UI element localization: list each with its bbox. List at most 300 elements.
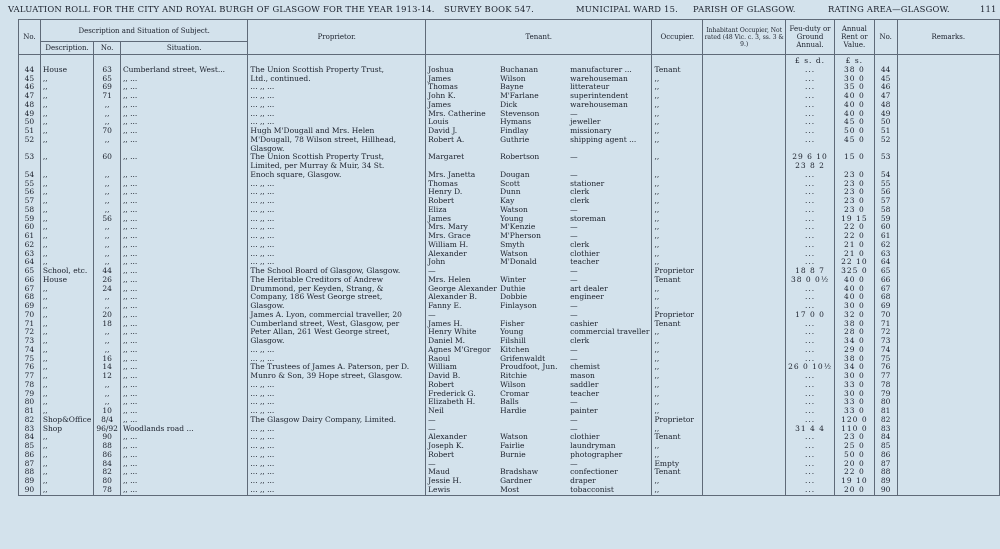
row-inhabitant [703,407,786,416]
row-description: ,, [40,285,93,294]
tenant-last: Smyth [500,240,525,249]
row-feuduty: ... [786,398,835,407]
row-situation: ,, ... [120,171,247,180]
table-row [19,258,1000,267]
row-tenant [426,293,652,302]
row-description: House [40,276,93,285]
row-inhabitant [703,433,786,442]
tenant-last: Buchanan [500,65,539,74]
row-proprietor: ... ,, ... [248,206,426,215]
row-remarks [897,320,999,329]
row-rent: 25 0 [834,442,874,451]
row-number: 63 [94,66,121,75]
row-no: 48 [19,101,41,110]
row-no2: 53 [874,153,897,162]
table-row [19,355,1000,364]
row-situation: ,, ... [120,468,247,477]
row-occupier: Proprietor [652,416,703,425]
row-remarks [897,188,999,197]
row-number: ,, [94,206,121,215]
row-inhabitant [703,258,786,267]
table-row [19,477,1000,486]
row-description: House [40,66,93,75]
row-occupier: ,, [652,451,703,460]
tenant-occupation: — [570,345,578,354]
row-number: 18 [94,320,121,329]
row-number: ,, [94,197,121,206]
row-occupier: ,, [652,337,703,346]
table-row [19,468,1000,477]
row-inhabitant [703,145,786,154]
row-no2: 86 [874,451,897,460]
row-occupier: ,, [652,355,703,364]
row-description [40,162,93,171]
table-row [19,390,1000,399]
tenant-occupation: warehouseman [570,74,628,83]
row-description: ,, [40,206,93,215]
row-feuduty: ... [786,416,835,425]
row-description: ,, [40,171,93,180]
row-no: 44 [19,66,41,75]
tenant-occupation: clothier [570,433,600,442]
row-situation: ,, ... [120,136,247,145]
row-occupier: Tenant [652,433,703,442]
table-row [19,101,1000,110]
table-row [19,276,1000,285]
row-situation: ,, ... [120,346,247,355]
row-occupier: ,, [652,223,703,232]
tenant-occupation: storeman [570,214,606,223]
row-remarks [897,171,999,180]
row-feuduty: ... [786,197,835,206]
row-situation [120,162,247,171]
row-feuduty: ... [786,486,835,495]
row-tenant [426,258,652,267]
row-feuduty: ... [786,127,835,136]
row-inhabitant [703,486,786,495]
table-row [19,171,1000,180]
row-no2: 75 [874,355,897,364]
row-occupier: ,, [652,372,703,381]
tenant-first: John K. [428,92,456,100]
row-no2: 54 [874,171,897,180]
row-remarks [897,223,999,232]
col-occupier: Occupier. [652,20,703,55]
row-no2: 57 [874,197,897,206]
row-feuduty: ... [786,337,835,346]
row-description: ,, [40,188,93,197]
row-no: 67 [19,285,41,294]
row-no: 83 [19,425,41,434]
row-remarks [897,425,999,434]
tenant-first: Henry White [428,328,477,337]
table-row [19,66,1000,75]
row-number: ,, [94,250,121,259]
row-feuduty: 31 4 4 [786,425,835,434]
tenant-last: Kitchen [500,345,530,354]
tenant-first: Alexander [428,249,467,258]
row-rent: 50 0 [834,127,874,136]
row-feuduty: ... [786,258,835,267]
row-feuduty: ... [786,250,835,259]
row-proprietor: ... ,, ... [248,355,426,364]
row-proprietor: The Union Scottish Property Trust, [248,153,426,162]
row-number: ,, [94,171,121,180]
row-rent: 40 0 [834,110,874,119]
row-tenant [426,215,652,224]
row-description: ,, [40,83,93,92]
row-proprietor: M'Dougall, 78 Wilson street, Hillhead, [248,136,426,145]
row-occupier: ,, [652,363,703,372]
row-rent: 45 0 [834,136,874,145]
row-inhabitant [703,320,786,329]
tenant-last: M'Donald [500,258,537,267]
table-row [19,285,1000,294]
row-tenant [426,460,652,469]
row-inhabitant [703,398,786,407]
table-row [19,311,1000,320]
row-remarks [897,363,999,372]
row-proprietor: ... ,, ... [248,451,426,460]
tenant-last: Watson [500,205,528,214]
row-occupier: ,, [652,101,703,110]
row-occupier: Proprietor [652,311,703,320]
row-rent: 38 0 [834,320,874,329]
row-rent: 34 0 [834,363,874,372]
row-situation: ,, ... [120,206,247,215]
row-proprietor: Glasgow. [248,337,426,346]
row-remarks [897,381,999,390]
row-number: ,, [94,110,121,119]
row-description: ,, [40,153,93,162]
row-inhabitant [703,127,786,136]
row-description: ,, [40,337,93,346]
row-remarks [897,433,999,442]
row-situation: ,, ... [120,486,247,495]
row-rent: 38 0 [834,355,874,364]
row-number: ,, [94,223,121,232]
rent-units: £ s. [834,55,874,66]
row-inhabitant [703,477,786,486]
tenant-last: Wilson [500,74,526,83]
row-situation: ,, ... [120,276,247,285]
row-feuduty: ... [786,372,835,381]
parish: PARISH OF GLASGOW. [693,4,796,14]
row-tenant [426,241,652,250]
row-occupier: ,, [652,328,703,337]
tenant-first: Lewis [428,485,451,494]
row-description: ,, [40,136,93,145]
tenant-first: Alexander [428,433,467,442]
row-inhabitant [703,346,786,355]
tenant-first: Agnes M'Gregor [428,345,491,354]
row-remarks [897,162,999,171]
row-number [94,145,121,154]
row-number: 80 [94,477,121,486]
tenant-last: Guthrie [500,135,530,144]
row-tenant [426,162,652,171]
table-row [19,215,1000,224]
row-occupier: ,, [652,118,703,127]
row-proprietor: ... ,, ... [248,241,426,250]
row-remarks [897,293,999,302]
row-description: ,, [40,215,93,224]
row-situation: ,, ... [120,477,247,486]
row-situation: ,, ... [120,285,247,294]
row-rent: 33 0 [834,398,874,407]
row-tenant [426,337,652,346]
row-no2: 71 [874,320,897,329]
col-feuduty: Feu-duty or Ground Annual. [786,20,835,55]
row-remarks [897,66,999,75]
row-no: 45 [19,75,41,84]
tenant-first: — [428,267,436,275]
tenant-last: Filshill [500,337,526,345]
row-number: 8/4 [94,416,121,425]
table-row [19,451,1000,460]
row-no: 89 [19,477,41,486]
row-occupier: ,, [652,75,703,84]
row-proprietor: ... ,, ... [248,433,426,442]
row-no2: 50 [874,118,897,127]
row-feuduty: ... [786,442,835,451]
row-feuduty: ... [786,223,835,232]
row-situation: ,, ... [120,258,247,267]
row-remarks [897,486,999,495]
row-inhabitant [703,285,786,294]
row-proprietor: ... ,, ... [248,118,426,127]
row-proprietor: ... ,, ... [248,460,426,469]
row-number: 84 [94,460,121,469]
row-feuduty: ... [786,110,835,119]
row-no: 75 [19,355,41,364]
row-situation: ,, ... [120,188,247,197]
row-description: ,, [40,442,93,451]
row-rent: 110 0 [834,425,874,434]
row-situation: ,, ... [120,197,247,206]
row-rent: 28 0 [834,328,874,337]
tenant-first: William H. [428,240,469,249]
tenant-first: Robert [428,197,455,205]
col-proprietor: Proprietor. [248,20,426,55]
table-row [19,232,1000,241]
row-feuduty: ... [786,75,835,84]
row-proprietor: ... ,, ... [248,92,426,101]
table-row [19,293,1000,302]
row-inhabitant [703,136,786,145]
row-no2: 49 [874,110,897,119]
row-occupier: Tenant [652,320,703,329]
row-tenant [426,75,652,84]
row-occupier: ,, [652,425,703,434]
tenant-occupation: — [570,415,578,424]
row-remarks [897,372,999,381]
row-rent: 23 0 [834,206,874,215]
row-occupier: ,, [652,241,703,250]
row-description: ,, [40,328,93,337]
row-remarks [897,337,999,346]
tenant-last: Fisher [500,319,525,328]
row-description: Shop [40,425,93,434]
table-row [19,460,1000,469]
row-feuduty: 23 8 2 [786,162,835,171]
tenant-first: — [428,310,436,319]
tenant-last: Ritchie [500,372,527,380]
row-number: ,, [94,328,121,337]
row-proprietor: ... ,, ... [248,425,426,434]
row-proprietor: The Union Scottish Property Trust, [248,66,426,75]
row-tenant [426,188,652,197]
row-feuduty: ... [786,118,835,127]
row-remarks [897,267,999,276]
tenant-occupation: warehouseman [570,100,628,109]
tenant-occupation: teacher [570,258,600,267]
row-description: ,, [40,486,93,495]
row-description: ,, [40,390,93,399]
row-remarks [897,346,999,355]
row-inhabitant [703,337,786,346]
tenant-occupation: — [570,424,578,433]
row-rent: 23 0 [834,433,874,442]
row-tenant [426,92,652,101]
row-occupier: ,, [652,398,703,407]
row-tenant [426,180,652,189]
row-occupier: ,, [652,127,703,136]
row-no: 46 [19,83,41,92]
row-no: 76 [19,363,41,372]
row-tenant [426,407,652,416]
row-no: 84 [19,433,41,442]
row-situation: ,, ... [120,328,247,337]
tenant-occupation: jeweller [570,118,601,127]
row-rent: 40 0 [834,101,874,110]
row-feuduty: ... [786,92,835,101]
page-number: 111 [980,4,997,14]
row-remarks [897,83,999,92]
row-rent: 23 0 [834,180,874,189]
row-proprietor: ... ,, ... [248,477,426,486]
row-remarks [897,145,999,154]
col-situation: Situation. [120,42,247,55]
row-feuduty: ... [786,188,835,197]
tenant-occupation: — [570,310,578,319]
row-description: ,, [40,355,93,364]
row-tenant [426,425,652,434]
row-rent: 35 0 [834,83,874,92]
row-remarks [897,398,999,407]
tenant-first: Alexander B. [428,293,477,302]
row-rent: 40 0 [834,276,874,285]
row-feuduty: ... [786,66,835,75]
tenant-first: John [428,258,446,267]
row-no: 64 [19,258,41,267]
tenant-occupation: — [570,302,578,310]
row-inhabitant [703,188,786,197]
row-no: 81 [19,407,41,416]
roll-header [8,4,997,16]
tenant-first: Robert [428,380,455,389]
tenant-occupation: manufacturer ... [570,65,632,74]
row-feuduty: 29 6 10 [786,153,835,162]
row-no2 [874,162,897,171]
tenant-first: Raoul [428,354,451,363]
row-inhabitant [703,276,786,285]
row-no2: 48 [874,101,897,110]
tenant-occupation: stationer [570,179,605,188]
table-row [19,83,1000,92]
row-remarks [897,390,999,399]
row-proprietor: ... ,, ... [248,83,426,92]
row-situation: ,, ... [120,372,247,381]
row-tenant [426,267,652,276]
row-inhabitant [703,311,786,320]
tenant-first: James [428,214,451,223]
row-inhabitant [703,110,786,119]
col-no2: No. [874,20,897,55]
row-rent [834,162,874,171]
row-rent: 30 0 [834,302,874,311]
row-description: ,, [40,258,93,267]
tenant-first: David J. [428,127,458,135]
row-description: ,, [40,223,93,232]
row-no2: 52 [874,136,897,145]
row-occupier [652,162,703,171]
row-feuduty: 17 0 0 [786,311,835,320]
row-occupier: ,, [652,407,703,416]
row-inhabitant [703,180,786,189]
row-rent: 29 0 [834,346,874,355]
tenant-occupation: clerk [570,188,590,197]
row-occupier: ,, [652,477,703,486]
row-proprietor: Munro & Son, 39 Hope street, Glasgow. [248,372,426,381]
row-inhabitant [703,372,786,381]
tenant-occupation: — [570,267,578,275]
table-row [19,250,1000,259]
row-number: ,, [94,188,121,197]
table-row [19,197,1000,206]
row-remarks [897,101,999,110]
tenant-occupation: litterateur [570,83,610,92]
row-no2: 81 [874,407,897,416]
tenant-last: M'Kenzie [500,223,536,232]
row-situation: ,, ... [120,110,247,119]
row-number: ,, [94,232,121,241]
row-occupier: ,, [652,346,703,355]
row-situation: ,, ... [120,460,247,469]
row-situation: ,, ... [120,390,247,399]
row-inhabitant [703,250,786,259]
tenant-first: Mrs. Janetta [428,170,476,179]
row-rent: 33 0 [834,381,874,390]
row-no: 65 [19,267,41,276]
row-remarks [897,407,999,416]
row-no2: 76 [874,363,897,372]
row-inhabitant [703,390,786,399]
table-row [19,153,1000,162]
row-no: 51 [19,127,41,136]
row-feuduty: ... [786,232,835,241]
row-number: 26 [94,276,121,285]
row-remarks [897,276,999,285]
tenant-occupation: art dealer [570,284,608,293]
row-no2: 58 [874,206,897,215]
row-inhabitant [703,442,786,451]
row-number: 20 [94,311,121,320]
row-no: 78 [19,381,41,390]
row-no: 70 [19,311,41,320]
row-feuduty: ... [786,433,835,442]
row-inhabitant [703,206,786,215]
